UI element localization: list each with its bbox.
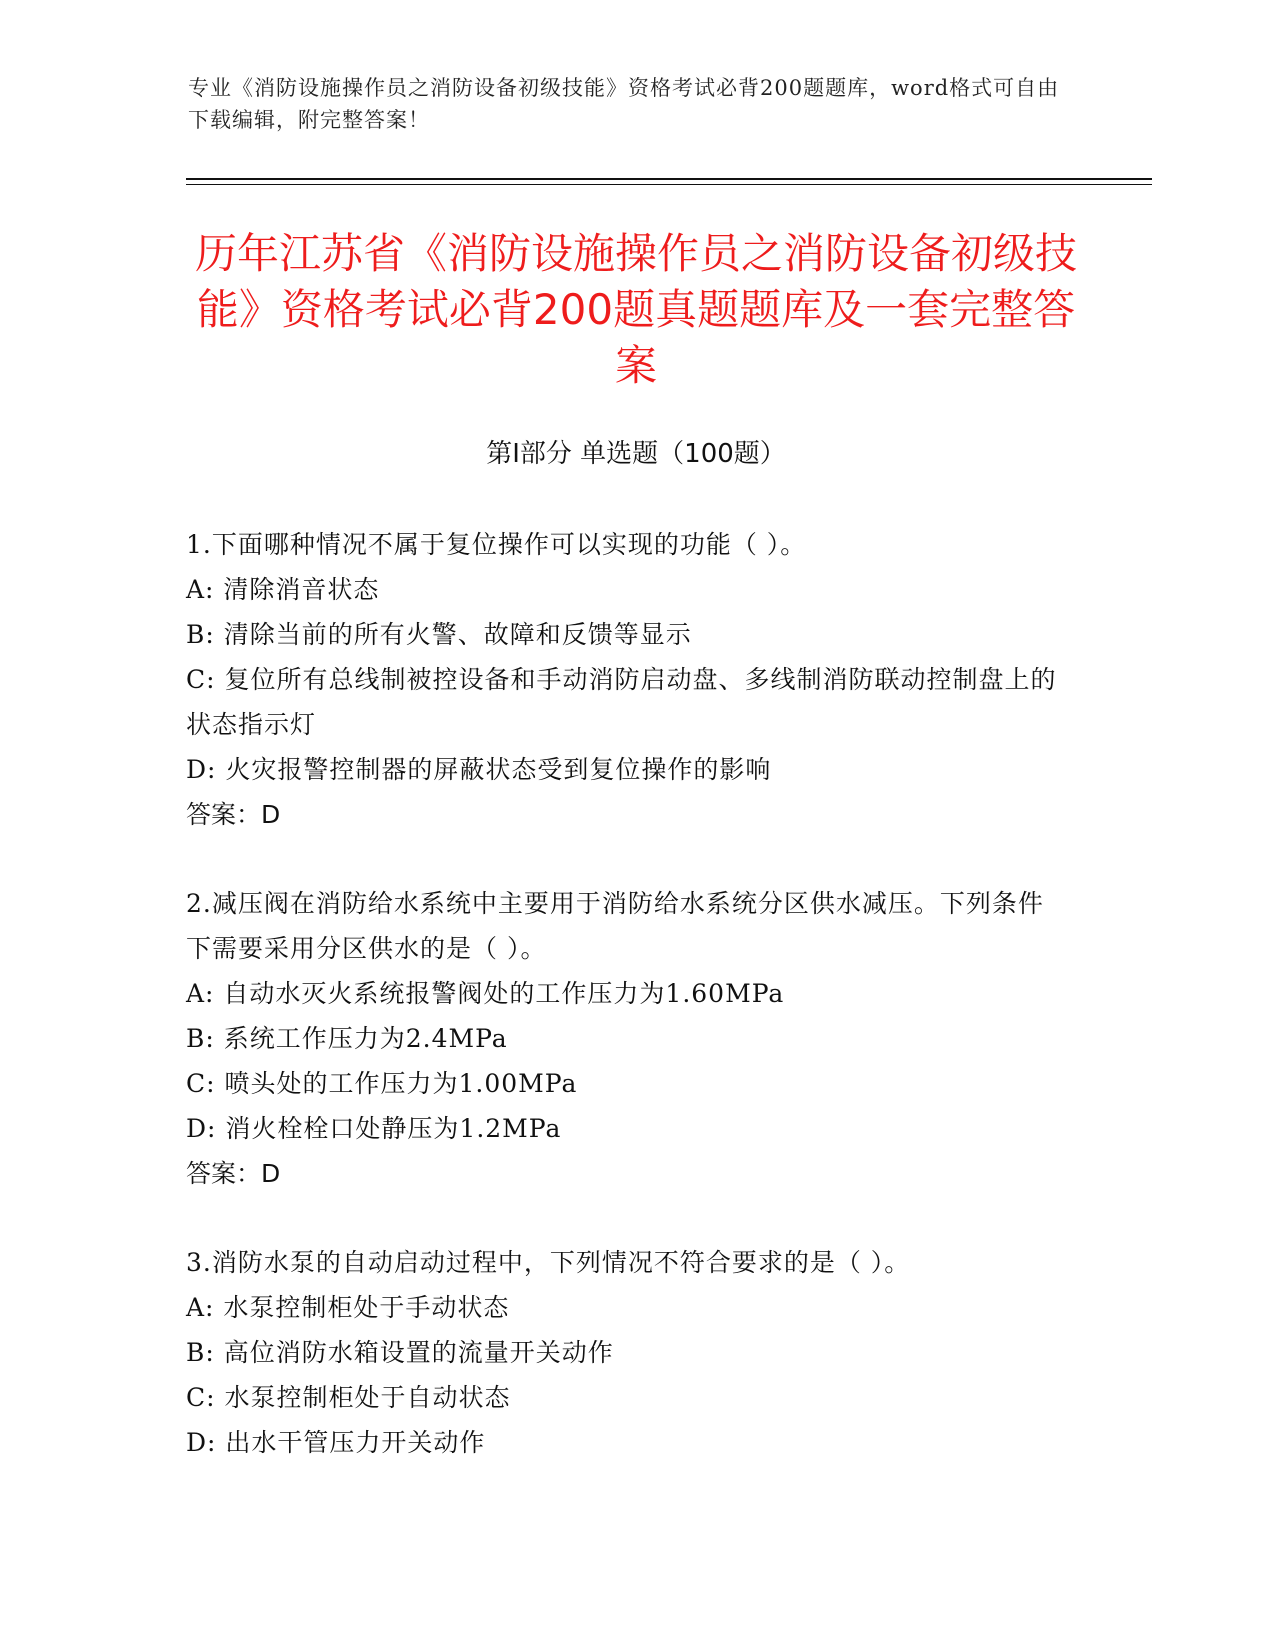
answer: 答案：D	[186, 1159, 281, 1188]
question-stem: 3.消防水泵的自动启动过程中，下列情况不符合要求的是（ ）。	[186, 1248, 911, 1277]
option-d: D: 火灾报警控制器的屏蔽状态受到复位操作的影响	[186, 755, 772, 784]
option-a: A: 水泵控制柜处于手动状态	[186, 1293, 510, 1322]
header-divider-thick	[186, 178, 1152, 180]
option-c: C: 喷头处的工作压力为1.00MPa	[186, 1069, 578, 1098]
option-a: A: 自动水灭火系统报警阀处的工作压力为1.60MPa	[186, 979, 785, 1008]
header-note: 专业《消防设施操作员之消防设备初级技能》资格考试必背200题题库，word格式可自由下载编辑，附完整答案！	[188, 76, 1060, 132]
question-stem: 2.减压阀在消防给水系统中主要用于消防给水系统分区供水减压。下列条件下需要采用分区供水的是（ ）。	[186, 889, 1044, 963]
question-3	[186, 1240, 1066, 1465]
answer: 答案：D	[186, 800, 281, 829]
question-list	[186, 522, 1066, 1509]
option-b: B: 系统工作压力为2.4MPa	[186, 1024, 508, 1053]
section-heading: 第Ⅰ部分 单选题（100题）	[486, 439, 786, 469]
question-stem: 1.下面哪种情况不属于复位操作可以实现的功能（ ）。	[186, 530, 807, 559]
option-d: D: 出水干管压力开关动作	[186, 1428, 486, 1457]
option-b: B: 清除当前的所有火警、故障和反馈等显示	[186, 620, 692, 649]
option-c: C: 水泵控制柜处于自动状态	[186, 1383, 511, 1412]
question-2	[186, 881, 1066, 1196]
option-a: A: 清除消音状态	[186, 575, 380, 604]
question-1	[186, 522, 1066, 837]
option-b: B: 高位消防水箱设置的流量开关动作	[186, 1338, 614, 1367]
option-d: D: 消火栓栓口处静压为1.2MPa	[186, 1114, 562, 1143]
header-divider-thin	[186, 184, 1152, 185]
option-c: C: 复位所有总线制被控设备和手动消防启动盘、多线制消防联动控制盘上的状态指示灯	[186, 665, 1057, 739]
document-title: 历年江苏省《消防设施操作员之消防设备初级技能》资格考试必背200题真题题库及一套完整答案	[194, 229, 1077, 390]
